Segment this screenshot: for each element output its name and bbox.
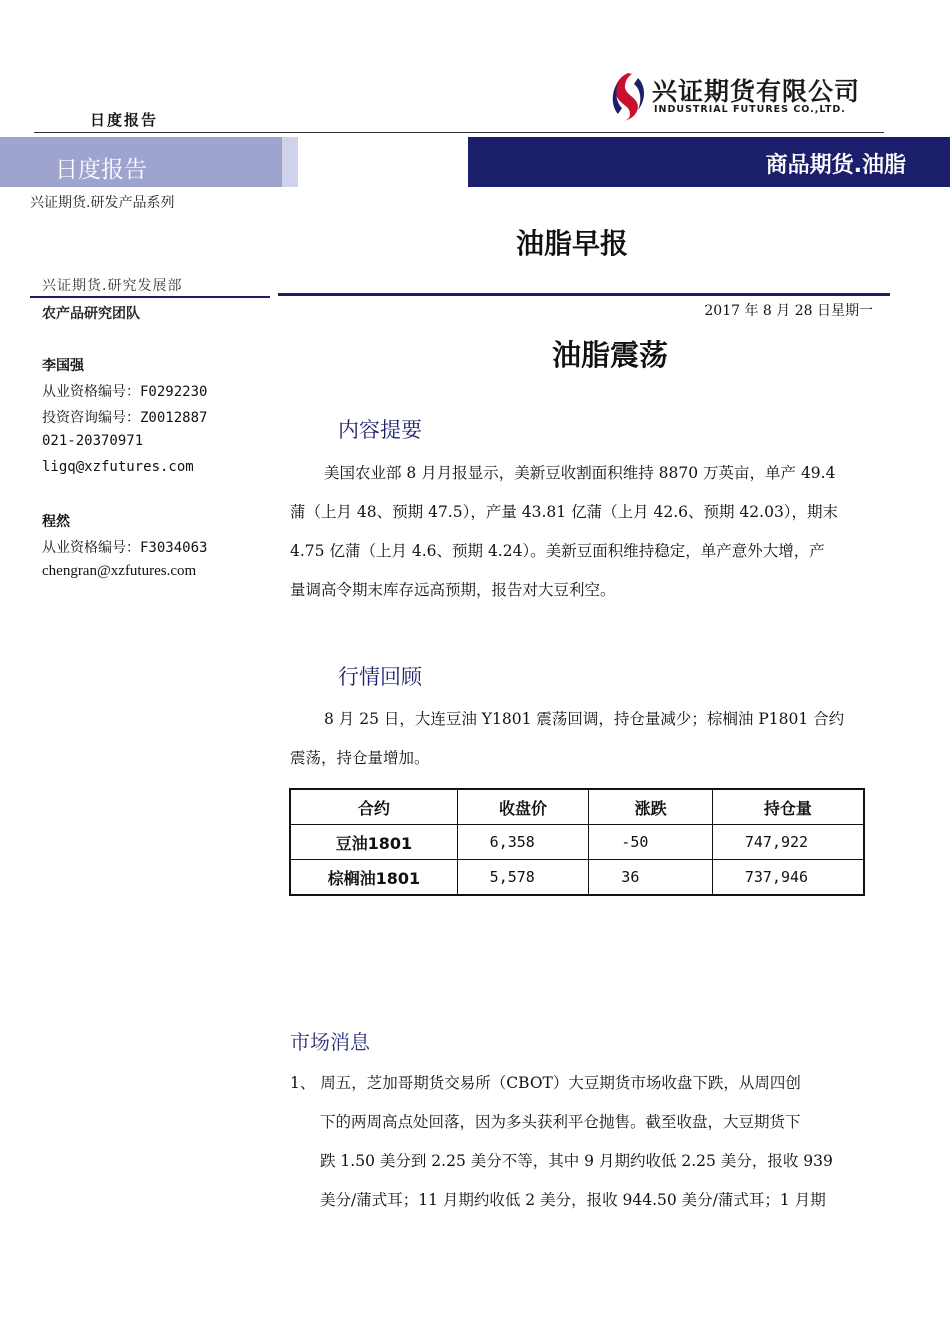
banner-left [0,137,298,187]
summary-paragraph [290,454,890,610]
review-line: 8 月 25 日，大连豆油 Y1801 震荡回调，持仓量减少；棕榈油 P1801 合约 [324,710,845,728]
report-type-label: 日度报告 [90,111,159,129]
open-interest-cell: 737,946 [712,860,864,896]
review-line: 震荡，持仓量增加。 [290,749,430,767]
quotes-table [289,788,865,896]
news-line: 跌 1.50 美分到 2.25 美分不等，其中 9 月期约收低 2.25 美分，报收 939 [320,1152,833,1170]
analyst-phone: 021-20370971 [42,433,144,449]
table-header-cell: 持仓量 [712,789,864,825]
header-divider [34,132,884,133]
analyst-license: 从业资格编号：F3034063 [42,540,208,556]
table-header-row [290,789,864,825]
banner-left-title: 日度报告 [55,157,147,183]
analyst-email[interactable]: chengran@xzfutures.com [42,563,197,579]
close-price-cell: 5,578 [457,860,589,896]
table-row [290,860,864,896]
banner-gap [298,137,468,187]
summary-line: 美国农业部 8 月月报显示，美新豆收割面积维持 8870 万英亩，单产 49.4 [324,464,836,482]
banner-accent [282,137,298,187]
company-logo [608,70,861,122]
table-row [290,825,864,860]
contract-cell: 豆油1801 [290,825,457,860]
sidebar-team: 农产品研究团队 [42,306,140,322]
analyst-name: 李国强 [42,358,84,374]
table-header-cell: 收盘价 [457,789,589,825]
sidebar-divider [30,296,270,298]
change-cell: -50 [589,825,713,860]
headline: 油脂震荡 [552,338,669,372]
open-interest-cell: 747,922 [712,825,864,860]
analyst-name: 程然 [42,514,70,530]
section-title-review: 行情回顾 [338,665,422,689]
contract-cell: 棕榈油1801 [290,860,457,896]
company-name-cn: 兴证期货有限公司 [652,77,861,106]
summary-line: 4.75 亿蒲（上月 4.6、预期 4.24）。美新豆面积维持稳定，单产意外大增，产 [290,542,825,560]
product-series: 兴证期货.研发产品系列 [30,195,175,211]
review-paragraph [290,700,890,778]
section-title-news: 市场消息 [290,1030,370,1054]
analyst-license: 从业资格编号：F0292230 [42,384,208,400]
section-title-summary: 内容提要 [338,418,422,442]
banner-category: 商品期货.油脂 [765,153,906,178]
company-name-en: INDUSTRIAL FUTURES CO.,LTD. [654,104,846,115]
analyst-email[interactable]: ligq@xzfutures.com [42,459,194,475]
sidebar-dept: 兴证期货.研究发展部 [42,278,183,294]
summary-line: 蒲（上月 48、预期 47.5），产量 43.81 亿蒲（上月 42.6、预期 42.03），期末 [290,503,839,521]
report-date: 2017 年 8 月 28 日星期一 [704,303,873,319]
news-line: 1、 周五，芝加哥期货交易所（CBOT）大豆期货市场收盘下跌，从周四创 [290,1074,801,1092]
close-price-cell: 6,358 [457,825,589,860]
news-line: 下的两周高点处回落，因为多头获利平仓抛售。截至收盘，大豆期货下 [320,1113,801,1131]
report-title: 油脂早报 [516,227,629,260]
news-line: 美分/蒲式耳；11 月期约收低 2 美分，报收 944.50 美分/蒲式耳；1 月期 [320,1191,826,1209]
news-paragraph [290,1064,890,1220]
table-header-cell: 合约 [290,789,457,825]
title-divider [278,293,890,296]
company-logo-icon [608,70,648,122]
summary-line: 量调高令期末库存远高预期，报告对大豆利空。 [290,581,616,599]
table-header-cell: 涨跌 [589,789,713,825]
change-cell: 36 [589,860,713,896]
analyst-advisory: 投资咨询编号：Z0012887 [42,410,208,426]
